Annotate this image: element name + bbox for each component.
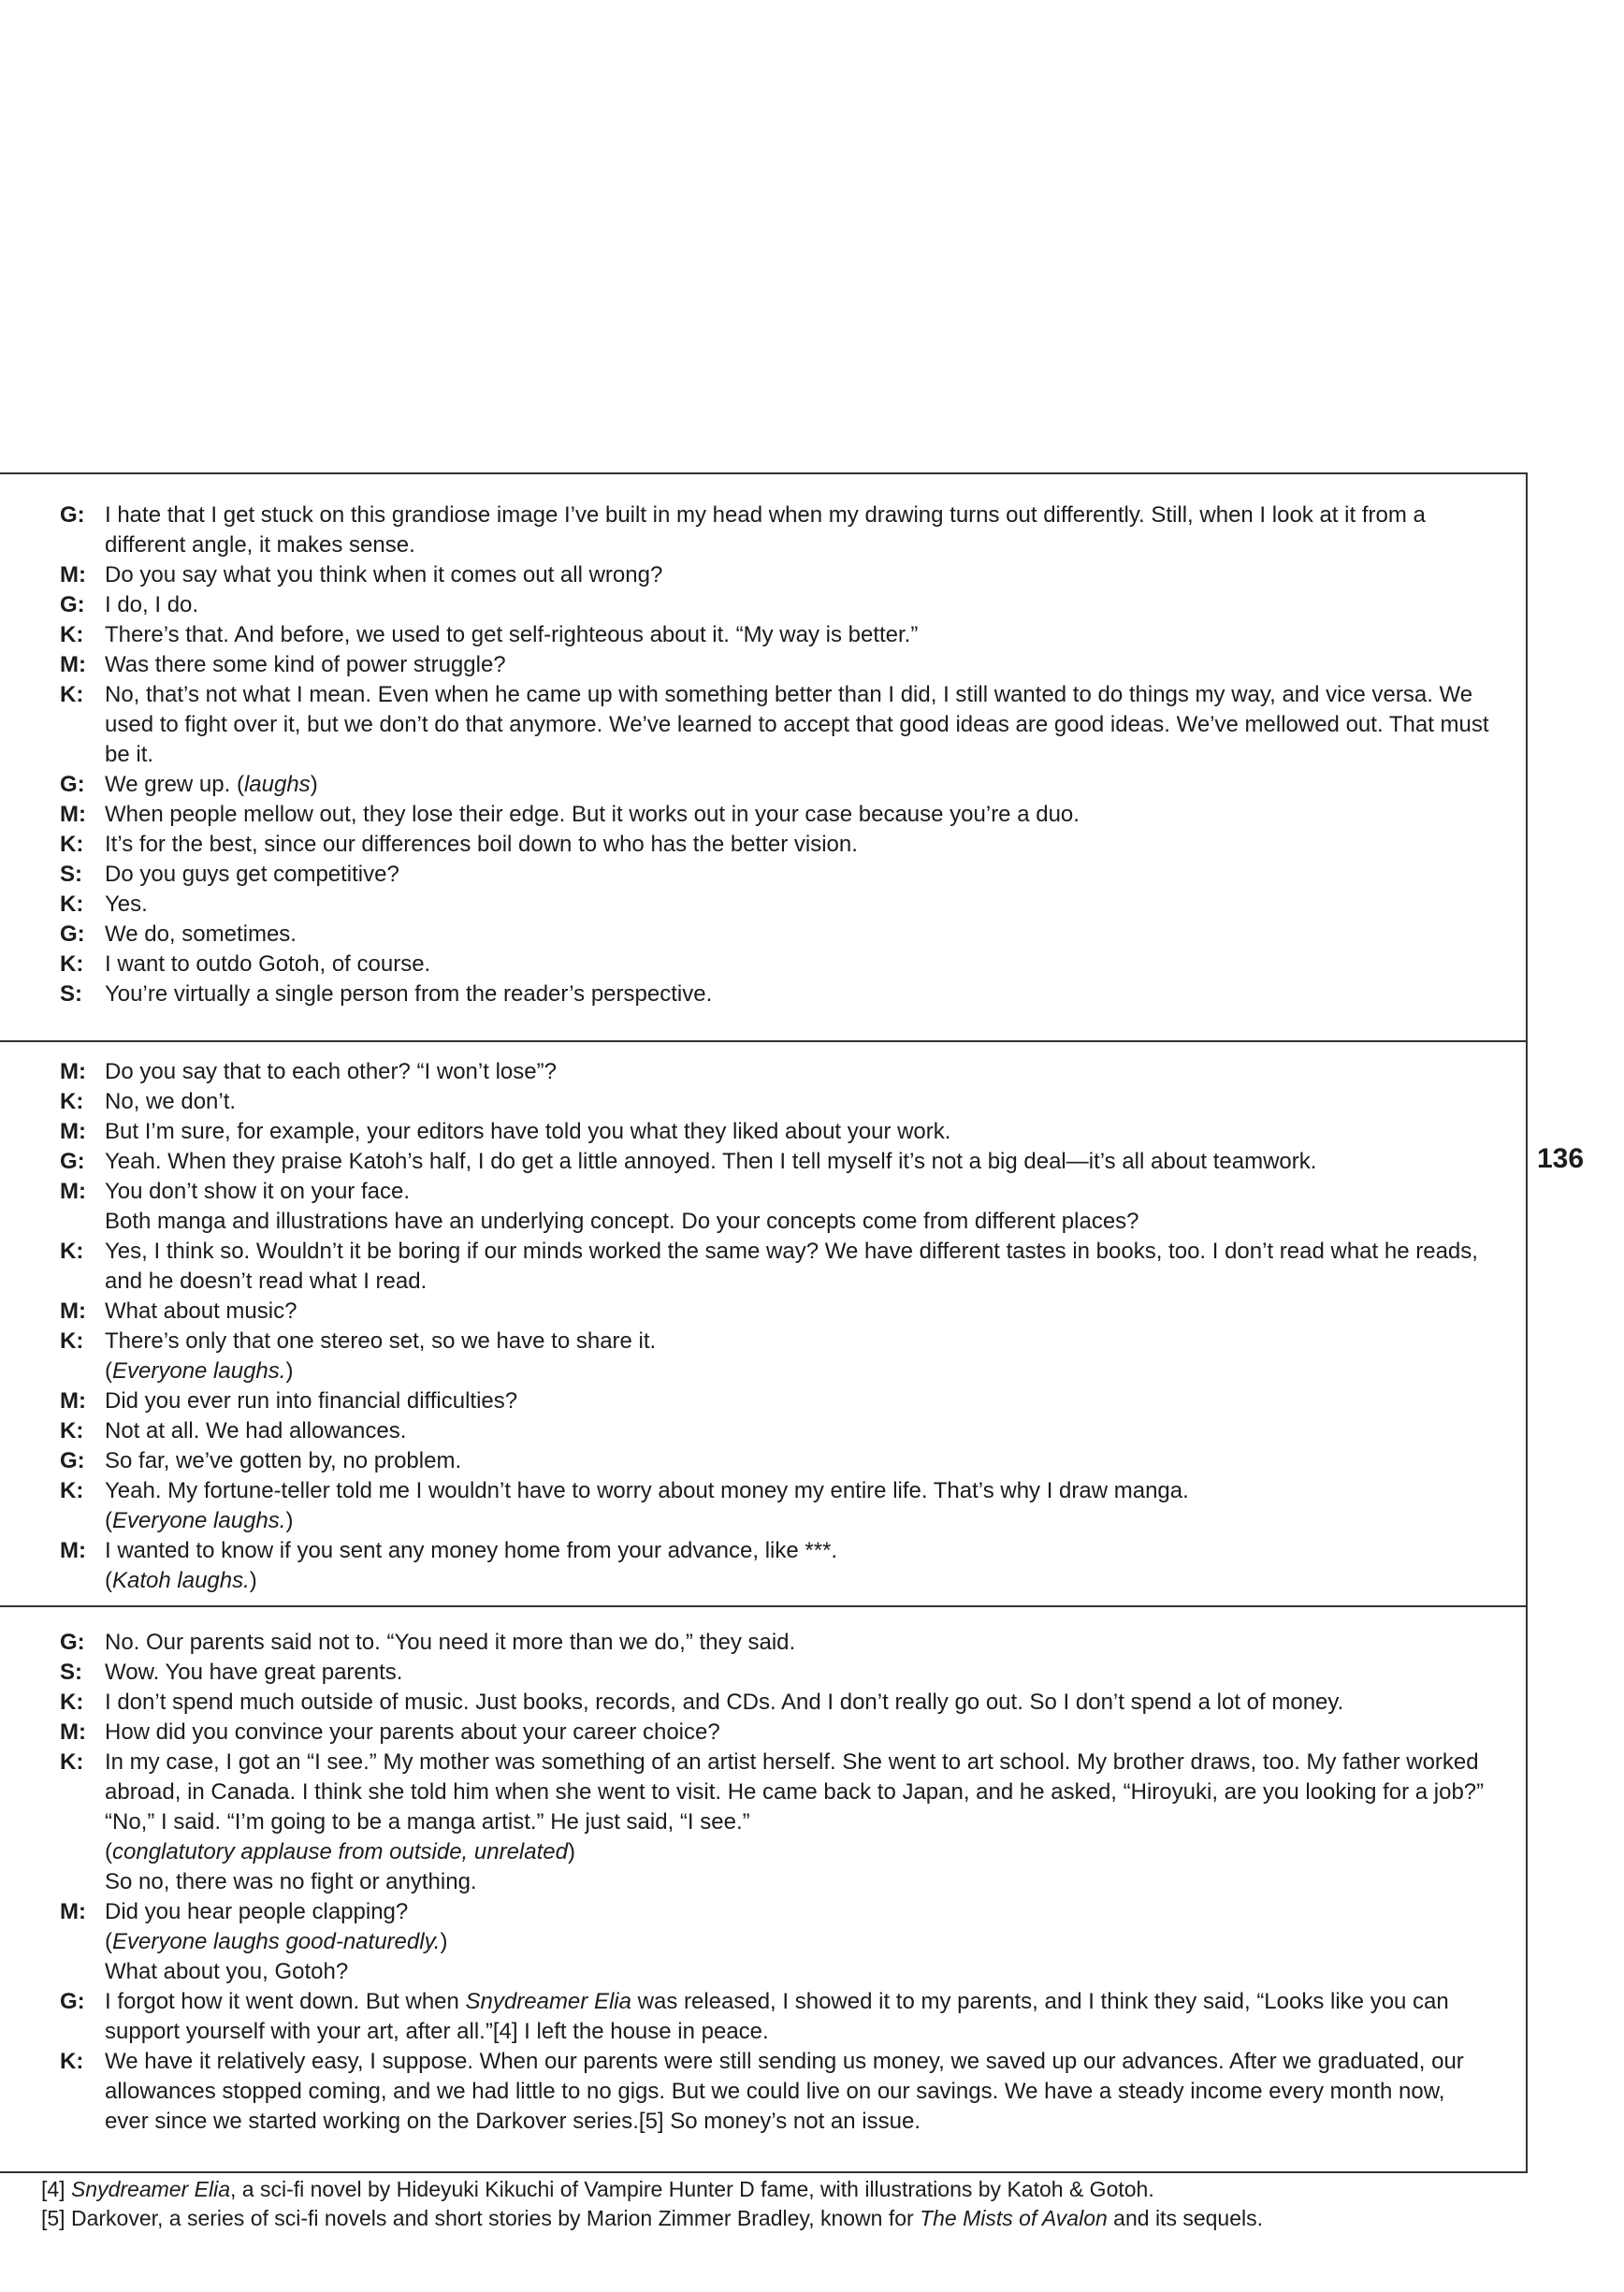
dialogue-line xyxy=(0,1718,1526,1748)
dialogue-line xyxy=(0,1356,1526,1386)
speaker-label: M: xyxy=(60,1059,86,1084)
dialogue-text: So far, we’ve gotten by, no problem. xyxy=(105,1448,462,1473)
dialogue-line xyxy=(0,1327,1526,1356)
dialogue-line xyxy=(0,1536,1526,1566)
italic-text: Everyone laughs. xyxy=(112,1358,286,1384)
dialogue-text: I don’t spend much outside of music. Just books, records, and CDs. And I don’t really go out. So I don’t spend a lot of money. xyxy=(105,1690,1344,1715)
dialogue-text: Did you hear people clapping? xyxy=(105,1899,409,1924)
italic-text: Everyone laughs. xyxy=(112,1508,286,1533)
interview-section-3 xyxy=(0,1628,1526,2137)
dialogue-text: No. Our parents said not to. “You need it more than we do,” they said. xyxy=(105,1630,796,1655)
dialogue-text: We do, sometimes. xyxy=(105,921,297,947)
dialogue-text: What about you, Gotoh? xyxy=(105,1959,349,1984)
dialogue-text: You don’t show it on your face. xyxy=(105,1179,410,1204)
dialogue-line xyxy=(0,1117,1526,1147)
dialogue-line xyxy=(0,560,1526,590)
dialogue-line xyxy=(0,1566,1526,1596)
speaker-label: G: xyxy=(60,1989,85,2014)
dialogue-line xyxy=(0,680,1526,770)
speaker-label: G: xyxy=(60,502,85,528)
dialogue-text: But I’m sure, for example, your editors have told you what they liked about your work. xyxy=(105,1119,951,1144)
dialogue-line xyxy=(0,1987,1526,2047)
dialogue-line xyxy=(0,1416,1526,1446)
dialogue-text: Do you say what you think when it comes out all wrong? xyxy=(105,562,663,588)
dialogue-text: I forgot how it went down. But when Snydreamer Elia was released, I showed it to my parents, and I think they said, “Looks like you can support yourself with your art, after all.”[4] I left the house in peace. xyxy=(105,1989,1449,2044)
dialogue-text: I hate that I get stuck on this grandiose image I’ve built in my head when my drawing turns out differently. Still, when I look at it from a different angle, it makes sense. xyxy=(105,502,1426,558)
dialogue-line xyxy=(0,1237,1526,1297)
speaker-label: K: xyxy=(60,1690,84,1715)
speaker-label: G: xyxy=(60,1630,85,1655)
dialogue-text: Not at all. We had allowances. xyxy=(105,1418,407,1443)
dialogue-line xyxy=(0,800,1526,830)
dialogue-line xyxy=(0,2047,1526,2137)
speaker-label: M: xyxy=(60,1179,86,1204)
dialogue-line xyxy=(0,1506,1526,1536)
speaker-label: K: xyxy=(60,2049,84,2074)
dialogue-text: No, that’s not what I mean. Even when he came up with something better than I did, I still wanted to do things my way, and vice versa. We used to fight over it, but we don’t do that anymore. We’ve learned to accept that good ideas are good ideas. We’ve mellowed out. That must be it. xyxy=(105,682,1489,767)
dialogue-text: No, we don’t. xyxy=(105,1089,237,1114)
dialogue-text: So no, there was no fight or anything. xyxy=(105,1869,477,1894)
dialogue-text: We have it relatively easy, I suppose. When our parents were still sending us money, we saved up our advances. After we graduated, our allowances stopped coming, and we had little to no gigs. But we could live on our savings. We have a steady income every month now, ever since we started working on the Darkover series.[5] So money’s not an issue. xyxy=(105,2049,1464,2134)
footnotes xyxy=(41,2175,1538,2233)
speaker-label: S: xyxy=(60,1660,82,1685)
speaker-label: M: xyxy=(60,1899,86,1924)
dialogue-text: Wow. You have great parents. xyxy=(105,1660,403,1685)
dialogue-text: (conglatutory applause from outside, unrelated) xyxy=(105,1839,575,1864)
dialogue-line xyxy=(0,1446,1526,1476)
speaker-label: K: xyxy=(60,1418,84,1443)
speaker-label: M: xyxy=(60,802,86,827)
dialogue-line xyxy=(0,1748,1526,1837)
dialogue-text: Was there some kind of power struggle? xyxy=(105,652,506,677)
interview-section-2 xyxy=(0,1057,1526,1596)
page-number: 136 xyxy=(1537,1143,1585,1174)
dialogue-line xyxy=(0,1207,1526,1237)
dialogue-line xyxy=(0,1087,1526,1117)
dialogue-line xyxy=(0,650,1526,680)
speaker-label: K: xyxy=(60,892,84,917)
dialogue-line xyxy=(0,1658,1526,1688)
dialogue-line xyxy=(0,770,1526,800)
speaker-label: M: xyxy=(60,1719,86,1745)
dialogue-text: Did you ever run into financial difficulties? xyxy=(105,1388,518,1414)
speaker-label: G: xyxy=(60,1149,85,1174)
speaker-label: M: xyxy=(60,652,86,677)
dialogue-text: What about music? xyxy=(105,1298,297,1324)
speaker-label: K: xyxy=(60,1089,84,1114)
speaker-label: K: xyxy=(60,682,84,707)
dialogue-text: Yes, I think so. Wouldn’t it be boring if our minds worked the same way? We have different tastes in books, too. I don’t read what he reads, and he doesn’t read what I read. xyxy=(105,1239,1478,1294)
dialogue-line xyxy=(0,1177,1526,1207)
speaker-label: G: xyxy=(60,772,85,797)
dialogue-line xyxy=(0,830,1526,860)
dialogue-line xyxy=(0,950,1526,979)
speaker-label: S: xyxy=(60,981,82,1007)
dialogue-line xyxy=(0,1628,1526,1658)
dialogue-text: In my case, I got an “I see.” My mother was something of an artist herself. She went to art school. My brother draws, too. My father worked abroad, in Canada. I think she told him when she went to visit. He came back to Japan, and he asked, “Hiroyuki, are you looking for a job?” “No,” I said. “I’m going to be a manga artist.” He just said, “I see.” xyxy=(105,1749,1485,1835)
italic-text: Everyone laughs good-naturedly. xyxy=(112,1929,441,1954)
dialogue-text: It’s for the best, since our differences boil down to who has the better vision. xyxy=(105,832,858,857)
dialogue-text: I want to outdo Gotoh, of course. xyxy=(105,951,431,977)
footnote: [5] Darkover, a series of sci-fi novels and short stories by Marion Zimmer Bradley, known for The Mists of Avalon and its sequels. xyxy=(41,2206,1264,2230)
speaker-label: M: xyxy=(60,1298,86,1324)
dialogue-text: (Everyone laughs.) xyxy=(105,1508,294,1533)
dialogue-text: There’s only that one stereo set, so we have to share it. xyxy=(105,1328,657,1354)
speaker-label: M: xyxy=(60,562,86,588)
speaker-label: K: xyxy=(60,951,84,977)
dialogue-line xyxy=(0,1897,1526,1927)
dialogue-text: Both manga and illustrations have an underlying concept. Do your concepts come from different places? xyxy=(105,1209,1139,1234)
dialogue-text: (Everyone laughs good-naturedly.) xyxy=(105,1929,448,1954)
dialogue-line xyxy=(0,1688,1526,1718)
dialogue-text: (Everyone laughs.) xyxy=(105,1358,294,1384)
italic-text: Katoh laughs. xyxy=(112,1568,250,1593)
dialogue-text: Yes. xyxy=(105,892,148,917)
dialogue-text: Do you say that to each other? “I won’t lose”? xyxy=(105,1059,557,1084)
dialogue-line xyxy=(0,1057,1526,1087)
dialogue-line xyxy=(0,620,1526,650)
dialogue-text: We grew up. (laughs) xyxy=(105,772,318,797)
dialogue-line xyxy=(0,1867,1526,1897)
speaker-label: G: xyxy=(60,921,85,947)
dialogue-line xyxy=(0,1297,1526,1327)
speaker-label: M: xyxy=(60,1119,86,1144)
interview-section-1 xyxy=(0,500,1526,1009)
speaker-label: K: xyxy=(60,1239,84,1264)
speaker-label: K: xyxy=(60,1749,84,1775)
dialogue-line xyxy=(0,860,1526,890)
dialogue-line xyxy=(0,1386,1526,1416)
dialogue-text: There’s that. And before, we used to get self-righteous about it. “My way is better.” xyxy=(105,622,919,647)
speaker-label: K: xyxy=(60,1478,84,1503)
dialogue-line xyxy=(0,920,1526,950)
dialogue-line xyxy=(0,1147,1526,1177)
dialogue-text: Yeah. When they praise Katoh’s half, I do get a little annoyed. Then I tell myself it’s not a big deal—it’s all about teamwork. xyxy=(105,1149,1317,1174)
speaker-label: K: xyxy=(60,622,84,647)
footnote: [4] Snydreamer Elia, a sci-fi novel by Hideyuki Kikuchi of Vampire Hunter D fame, with illustrations by Katoh & Gotoh. xyxy=(41,2177,1154,2201)
italic-text: conglatutory applause from outside, unrelated xyxy=(112,1839,568,1864)
section-divider xyxy=(0,1605,1526,1607)
dialogue-line xyxy=(0,1837,1526,1867)
dialogue-line xyxy=(0,1476,1526,1506)
dialogue-text: Do you guys get competitive? xyxy=(105,862,399,887)
dialogue-text: Yeah. My fortune-teller told me I wouldn’t have to worry about money my entire life. That’s why I draw manga. xyxy=(105,1478,1189,1503)
speaker-label: S: xyxy=(60,862,82,887)
dialogue-text: I do, I do. xyxy=(105,592,199,617)
italic-text: laughs xyxy=(243,772,311,797)
dialogue-line xyxy=(0,500,1526,560)
italic-text: Snydreamer Elia xyxy=(465,1989,631,2014)
speaker-label: G: xyxy=(60,1448,85,1473)
dialogue-text: You’re virtually a single person from the reader’s perspective. xyxy=(105,981,713,1007)
dialogue-line xyxy=(0,979,1526,1009)
dialogue-line xyxy=(0,590,1526,620)
speaker-label: K: xyxy=(60,832,84,857)
dialogue-text: When people mellow out, they lose their edge. But it works out in your case because you’re a duo. xyxy=(105,802,1080,827)
dialogue-text: I wanted to know if you sent any money home from your advance, like ***. xyxy=(105,1538,838,1563)
section-divider xyxy=(0,1040,1526,1042)
dialogue-text: How did you convince your parents about your career choice? xyxy=(105,1719,720,1745)
dialogue-line xyxy=(0,1927,1526,1957)
speaker-label: M: xyxy=(60,1388,86,1414)
speaker-label: K: xyxy=(60,1328,84,1354)
speaker-label: G: xyxy=(60,592,85,617)
dialogue-text: (Katoh laughs.) xyxy=(105,1568,257,1593)
dialogue-line xyxy=(0,890,1526,920)
speaker-label: M: xyxy=(60,1538,86,1563)
dialogue-line xyxy=(0,1957,1526,1987)
